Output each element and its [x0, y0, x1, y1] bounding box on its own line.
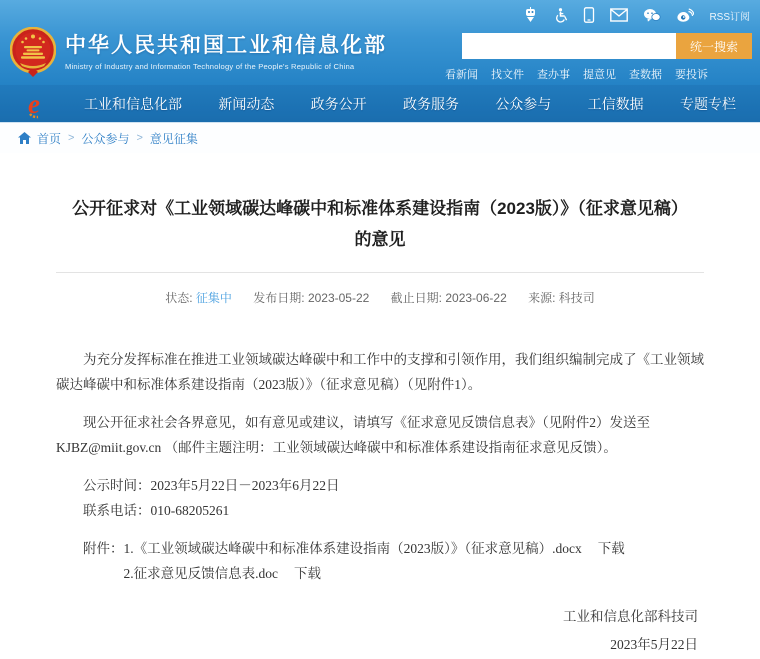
- nav-item-ministry[interactable]: 工业和信息化部: [84, 95, 182, 112]
- source-value: 科技司: [558, 290, 595, 305]
- paragraph-2: 现公开征求社会各界意见，如有意见或建议，请填写《征求意见反馈信息表》（见附件2）发送至 KJBZ@miit.gov.cn （邮件主题注明：工业领域碳达峰碳中和标准体系建设指南征求意见反馈）。: [56, 414, 650, 455]
- weibo-icon[interactable]: [676, 8, 694, 23]
- home-icon[interactable]: [18, 132, 31, 144]
- source-label: 来源:: [528, 290, 556, 305]
- breadcrumb-public-participation[interactable]: 公众参与: [81, 131, 130, 146]
- site-subtitle: Ministry of Industry and Information Technology of the People's Republic of China: [65, 61, 355, 71]
- quick-link-documents[interactable]: 找文件: [491, 69, 524, 81]
- national-emblem-icon: [10, 27, 56, 77]
- deadline-value: 2023-06-22: [445, 290, 507, 305]
- nav-item-public-participation[interactable]: 公众参与: [495, 95, 552, 112]
- deadline-label: 截止日期:: [390, 290, 443, 305]
- site-logo[interactable]: [10, 27, 387, 77]
- attachment-1-link[interactable]: 1.《工业领域碳达峰碳中和标准体系建设指南（2023版）》（征求意见稿）.docx: [123, 540, 582, 556]
- mascot-icon[interactable]: [523, 7, 538, 23]
- nav-item-special-topics[interactable]: 专题专栏: [679, 95, 736, 112]
- attachment-1-download-link[interactable]: 下载: [597, 540, 625, 556]
- quick-link-news[interactable]: 看新闻: [445, 69, 478, 81]
- quick-link-complaints[interactable]: 要投诉: [675, 69, 708, 81]
- site-header: [0, 0, 760, 123]
- mail-icon[interactable]: [610, 8, 628, 22]
- signature-date: 2023年5月22日: [610, 636, 698, 652]
- accessibility-icon[interactable]: [553, 7, 568, 23]
- breadcrumb-separator: >: [136, 132, 143, 144]
- paragraph-1: 为充分发挥标准在推进工业领域碳达峰碳中和工作中的支撑和引领作用，我们组织编制完成了《工业领域碳达峰碳中和标准体系建设指南（2023版）》（征求意见稿）（见附件1）。: [56, 351, 704, 392]
- nav-item-news[interactable]: 新闻动态: [218, 95, 275, 112]
- site-title: 中华人民共和国工业和信息化部: [65, 34, 387, 58]
- signature-department: 工业和信息化部科技司: [563, 608, 698, 624]
- search-input[interactable]: [462, 33, 676, 59]
- publish-date-value: 2023-05-22: [307, 290, 370, 305]
- contact-phone-line: 联系电话：010-68205261: [83, 502, 230, 518]
- publish-date-label: 发布日期:: [253, 290, 305, 305]
- mobile-icon[interactable]: [583, 7, 595, 23]
- status-badge: 征集中: [195, 290, 232, 305]
- quick-link-suggestions[interactable]: 提意见: [583, 69, 616, 81]
- article-content: [56, 193, 704, 659]
- breadcrumb: [0, 123, 760, 153]
- attachment-2-download-link[interactable]: 下载: [294, 565, 321, 581]
- nav-item-gov-disclosure[interactable]: 政务公开: [310, 95, 367, 112]
- title-divider: [56, 272, 704, 273]
- utility-icon-row: [523, 5, 750, 25]
- article-meta-row: [56, 289, 704, 306]
- signature-block: [56, 603, 704, 659]
- nav-item-miit-data[interactable]: 工信数据: [587, 95, 644, 112]
- nav-item-gov-services[interactable]: 政务服务: [402, 95, 459, 112]
- attachments-label: 附件：: [83, 540, 124, 556]
- unified-search-button[interactable]: 统一搜索: [676, 33, 752, 59]
- attachments-block: [56, 537, 704, 587]
- notice-period-line: 公示时间：2023年5月22日－2023年6月22日: [83, 477, 340, 493]
- status-label: 状态:: [165, 290, 193, 305]
- attachment-2-link[interactable]: 2.征求意见反馈信息表.doc: [123, 565, 278, 581]
- breadcrumb-home[interactable]: 首页: [37, 131, 62, 146]
- wechat-icon[interactable]: [643, 8, 661, 23]
- breadcrumb-opinion-solicitation[interactable]: 意见征集: [149, 131, 198, 146]
- rss-subscribe-link[interactable]: RSS订阅: [709, 11, 750, 23]
- breadcrumb-separator: >: [68, 132, 75, 144]
- quick-link-services[interactable]: 查办事: [537, 69, 570, 81]
- main-navigation: [0, 85, 760, 122]
- article-body: [56, 348, 704, 587]
- miit-e-logo-icon[interactable]: [24, 89, 56, 119]
- quick-link-data[interactable]: 查数据: [629, 69, 662, 81]
- page-title: 公开征求对《工业领域碳达峰碳中和标准体系建设指南（2023版）》（征求意见稿） 的意见: [72, 199, 688, 250]
- svg-text:e: e: [28, 88, 40, 119]
- quick-links-row: [445, 66, 708, 82]
- search-bar: [462, 33, 752, 59]
